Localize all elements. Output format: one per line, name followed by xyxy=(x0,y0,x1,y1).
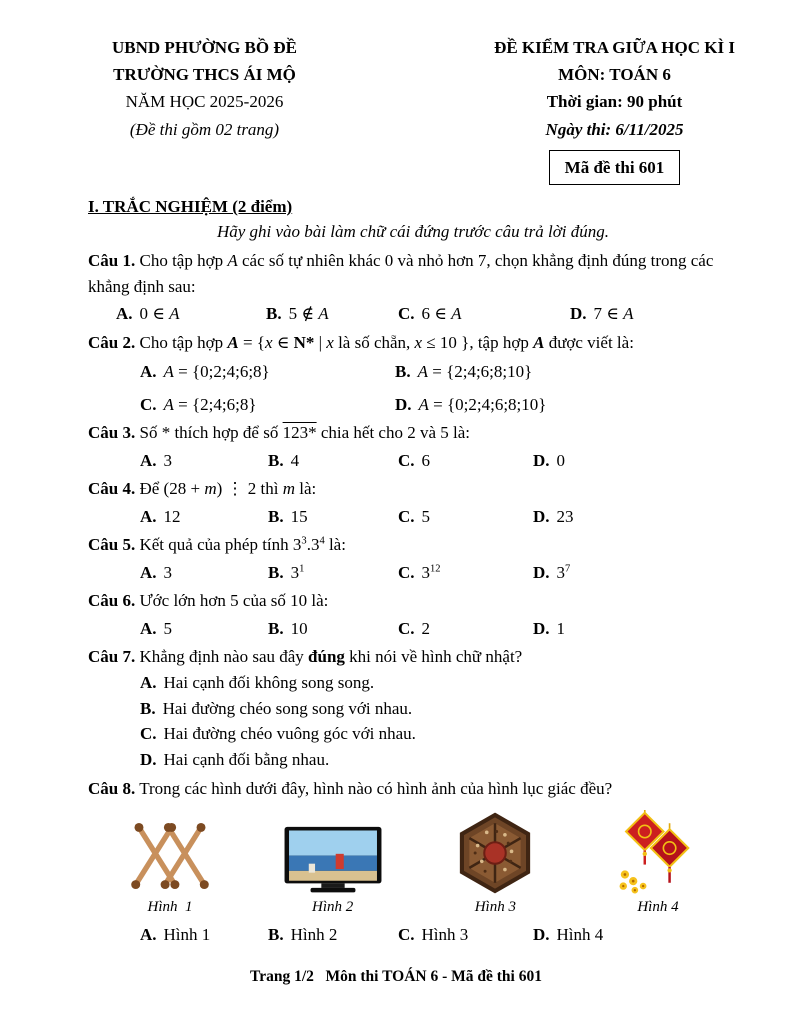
question-4-text xyxy=(88,476,738,502)
question-7-option-d xyxy=(140,747,738,773)
figure-4 xyxy=(584,810,732,916)
question-8-figures xyxy=(96,810,732,916)
question-1-option-a xyxy=(116,301,266,327)
question-3-option-d xyxy=(533,448,738,474)
option-text: 0 ∈ A xyxy=(139,304,180,324)
question-4-option-b xyxy=(268,504,398,530)
question-8-option-c xyxy=(398,922,533,948)
question-7-option-a xyxy=(140,670,738,696)
option-text: $3^7$ xyxy=(556,562,571,582)
question-1-text xyxy=(88,248,738,299)
option-text: A = {2;4;6;8} xyxy=(163,394,257,414)
question-2-label: Câu 2. xyxy=(88,332,136,352)
question-2-option-a xyxy=(140,359,395,385)
question-7-options xyxy=(140,670,738,773)
exam-info xyxy=(487,34,742,185)
figure-1 xyxy=(96,810,244,916)
question-5-body: Kết quả của phép tính $3^3.3^4$ là: xyxy=(139,535,346,555)
option-text: Hình 3 xyxy=(421,924,469,944)
option-text: Hình 1 xyxy=(163,924,211,944)
option-text: Hai đường chéo song song với nhau. xyxy=(162,698,413,718)
option-label: C. xyxy=(398,304,415,324)
figure-3-caption: Hình 3 xyxy=(474,898,516,915)
option-label: A. xyxy=(116,304,133,324)
section-title: I. TRẮC NGHIỆM (2 điểm) xyxy=(88,196,293,216)
option-label: C. xyxy=(398,618,415,638)
option-text: $3^{12}$ xyxy=(421,562,441,582)
option-text: Hai cạnh đối bằng nhau. xyxy=(163,750,330,770)
option-text: 23 xyxy=(556,506,574,526)
option-label: C. xyxy=(398,506,415,526)
page-footer: Trang 1/2 Môn thi TOÁN 6 - Mã đề thi 601 xyxy=(250,968,542,985)
question-7-body: Khẳng định nào sau đây đúng khi nói về hình chữ nhật? xyxy=(139,647,523,667)
option-text: $3^1$ xyxy=(290,562,305,582)
exam-code-box: Mã đề thi 601 xyxy=(549,150,681,185)
option-label: D. xyxy=(140,750,157,770)
exam-subject: MÔN: TOÁN 6 xyxy=(558,65,671,85)
option-label: B. xyxy=(266,304,282,324)
question-8 xyxy=(88,776,738,947)
option-label: A. xyxy=(140,618,157,638)
question-2 xyxy=(88,330,738,418)
question-7-option-c xyxy=(140,721,738,747)
question-3-option-c xyxy=(398,448,533,474)
question-7 xyxy=(88,644,738,773)
figure-4-caption: Hình 4 xyxy=(637,898,679,915)
option-label: D. xyxy=(533,562,550,582)
question-4-options xyxy=(140,504,738,530)
question-1 xyxy=(88,248,738,327)
option-label: B. xyxy=(268,618,284,638)
question-7-option-b xyxy=(140,696,738,722)
question-7-text xyxy=(88,644,738,670)
question-7-label: Câu 7. xyxy=(88,647,136,667)
option-label: B. xyxy=(140,698,156,718)
question-8-options xyxy=(140,922,738,948)
option-text: Hai cạnh đối không song song. xyxy=(163,672,375,692)
figure-1-caption: Hình 1 xyxy=(147,898,193,915)
question-3-option-b xyxy=(268,448,398,474)
question-2-option-c xyxy=(140,392,395,418)
question-5-option-a xyxy=(140,560,268,586)
question-2-option-d xyxy=(395,392,738,418)
option-text: Hai đường chéo vuông góc với nhau. xyxy=(163,724,416,744)
exam-duration: Thời gian: 90 phút xyxy=(546,92,683,112)
question-1-option-d xyxy=(570,301,738,327)
question-5-text xyxy=(88,532,738,558)
option-text: 2 xyxy=(421,618,431,638)
option-label: D. xyxy=(533,618,550,638)
option-text: 5 ∉ A xyxy=(288,304,329,324)
option-label: C. xyxy=(398,924,415,944)
question-2-text xyxy=(88,330,738,356)
television-image xyxy=(259,810,407,896)
question-6-text xyxy=(88,588,738,614)
figure-2-caption: Hình 2 xyxy=(312,898,354,915)
option-text: 5 xyxy=(163,618,173,638)
issuer-name: UBND PHƯỜNG BỒ ĐỀ xyxy=(112,38,297,57)
option-text: 1 xyxy=(556,618,566,638)
question-4-option-c xyxy=(398,504,533,530)
option-text: 6 xyxy=(421,450,431,470)
question-5-options xyxy=(140,560,738,586)
option-label: A. xyxy=(140,450,157,470)
question-4-option-d xyxy=(533,504,738,530)
exam-title: ĐỀ KIỂM TRA GIỮA HỌC KÌ I xyxy=(494,38,735,57)
question-6-option-b xyxy=(268,616,398,642)
option-label: A. xyxy=(140,672,157,692)
question-3-options xyxy=(140,448,738,474)
option-label: B. xyxy=(395,362,411,382)
option-label: C. xyxy=(140,394,157,414)
option-text: 4 xyxy=(290,450,300,470)
school-year: NĂM HỌC 2025-2026 xyxy=(125,92,284,112)
exam-date: Ngày thi: 6/11/2025 xyxy=(545,119,684,139)
option-text: 5 xyxy=(421,506,431,526)
question-1-option-b xyxy=(266,301,398,327)
option-label: A. xyxy=(140,924,157,944)
school-name: TRƯỜNG THCS ÁI MỘ xyxy=(113,65,296,85)
option-label: D. xyxy=(533,506,550,526)
option-label: A. xyxy=(140,506,157,526)
option-text: 0 xyxy=(556,450,566,470)
question-4-label: Câu 4. xyxy=(88,479,136,499)
question-2-body: Cho tập hợp A = {x ∈ N* | x là số chẵn, x ≤ 10 }, tập hợp A được viết là: xyxy=(139,332,634,352)
question-6-label: Câu 6. xyxy=(88,591,136,611)
exam-body xyxy=(0,185,792,947)
tet-decoration-image xyxy=(584,810,732,896)
school-info xyxy=(92,34,317,143)
question-8-option-a xyxy=(140,922,268,948)
option-label: A. xyxy=(140,562,157,582)
option-text: 10 xyxy=(290,618,308,638)
figure-3 xyxy=(421,810,569,916)
question-8-body: Trong các hình dưới đây, hình nào có hình ảnh của hình lục giác đều? xyxy=(139,779,613,799)
option-label: D. xyxy=(395,394,412,414)
option-text: 7 ∈ A xyxy=(593,304,634,324)
option-text: 6 ∈ A xyxy=(421,304,462,324)
question-6-option-a xyxy=(140,616,268,642)
option-label: B. xyxy=(268,924,284,944)
question-6-body: Ước lớn hơn 5 của số 10 là: xyxy=(139,591,329,611)
option-text: 12 xyxy=(163,506,181,526)
option-label: B. xyxy=(268,450,284,470)
question-8-text xyxy=(88,776,738,802)
option-text: A = {0;2;4;6;8} xyxy=(163,362,270,382)
option-label: D. xyxy=(533,924,550,944)
question-1-body: Cho tập hợp A các số tự nhiên khác 0 và nhỏ hơn 7, chọn khẳng định đúng trong các khẳng định sau: xyxy=(88,251,714,296)
question-6-option-d xyxy=(533,616,738,642)
wooden-rack-image xyxy=(96,810,244,896)
option-label: C. xyxy=(140,724,157,744)
exam-header xyxy=(0,0,792,185)
question-5-option-b xyxy=(268,560,398,586)
question-4-body: Để (28 + m) ⋮ 2 thì m là: xyxy=(139,479,317,499)
question-3-option-a xyxy=(140,448,268,474)
question-8-option-b xyxy=(268,922,398,948)
option-label: A. xyxy=(140,362,157,382)
question-3 xyxy=(88,420,738,473)
hexagon-box-image xyxy=(421,810,569,896)
option-label: D. xyxy=(533,450,550,470)
question-1-label: Câu 1. xyxy=(88,251,136,271)
option-label: C. xyxy=(398,562,415,582)
option-text: 3 xyxy=(163,450,173,470)
question-5 xyxy=(88,532,738,585)
option-text: A = {0;2;4;6;8;10} xyxy=(418,394,547,414)
option-label: C. xyxy=(398,450,415,470)
question-2-option-b xyxy=(395,359,738,385)
question-2-options xyxy=(140,359,738,417)
question-8-label: Câu 8. xyxy=(88,779,136,799)
question-3-text xyxy=(88,420,738,446)
question-6 xyxy=(88,588,738,641)
question-1-options xyxy=(116,301,738,327)
option-text: Hình 2 xyxy=(290,924,338,944)
section-instruction: Hãy ghi vào bài làm chữ cái đứng trước câu trả lời đúng. xyxy=(216,221,610,241)
question-5-option-d xyxy=(533,560,738,586)
option-label: D. xyxy=(570,304,587,324)
option-text: Hình 4 xyxy=(556,924,604,944)
option-label: B. xyxy=(268,506,284,526)
question-4-option-a xyxy=(140,504,268,530)
question-5-label: Câu 5. xyxy=(88,535,136,555)
option-label: B. xyxy=(268,562,284,582)
question-8-option-d xyxy=(533,922,738,948)
question-3-label: Câu 3. xyxy=(88,423,136,443)
option-text: 3 xyxy=(163,562,173,582)
figure-2 xyxy=(259,810,407,916)
question-3-body: Số * thích hợp để số 123* chia hết cho 2 và 5 là: xyxy=(139,423,471,443)
option-text: 15 xyxy=(290,506,308,526)
option-text: A = {2;4;6;8;10} xyxy=(417,362,533,382)
question-6-option-c xyxy=(398,616,533,642)
pages-note: (Đề thi gồm 02 trang) xyxy=(129,119,280,139)
question-1-option-c xyxy=(398,301,570,327)
question-4 xyxy=(88,476,738,529)
question-6-options xyxy=(140,616,738,642)
question-5-option-c xyxy=(398,560,533,586)
